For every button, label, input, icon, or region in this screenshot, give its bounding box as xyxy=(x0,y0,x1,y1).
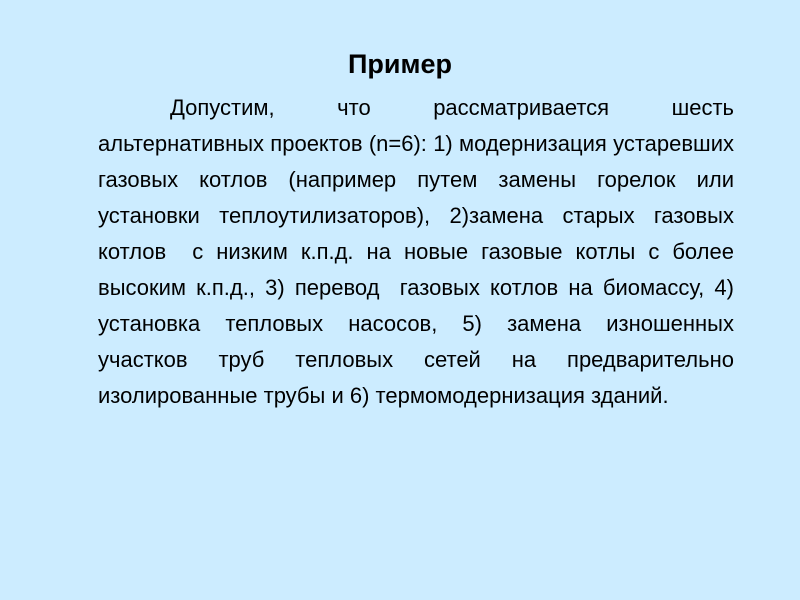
slide-body-text: Допустим, что рассматривается шесть альтернативных проектов (n=6): 1) модернизация устаревших газовых котлов (например путем замены горелок или установки теплоутилизаторов), 2)замена старых газовых котлов с низким к.п.д. на новые газовые котлы с более высоким к.п.д., 3) перевод газовых котлов на биомассу, 4) установка тепловых насосов, 5) замена изношенных участков труб тепловых сетей на предварительно изолированные трубы и 6) термомодернизация зданий. xyxy=(98,95,747,408)
slide-title: Пример xyxy=(348,49,452,79)
